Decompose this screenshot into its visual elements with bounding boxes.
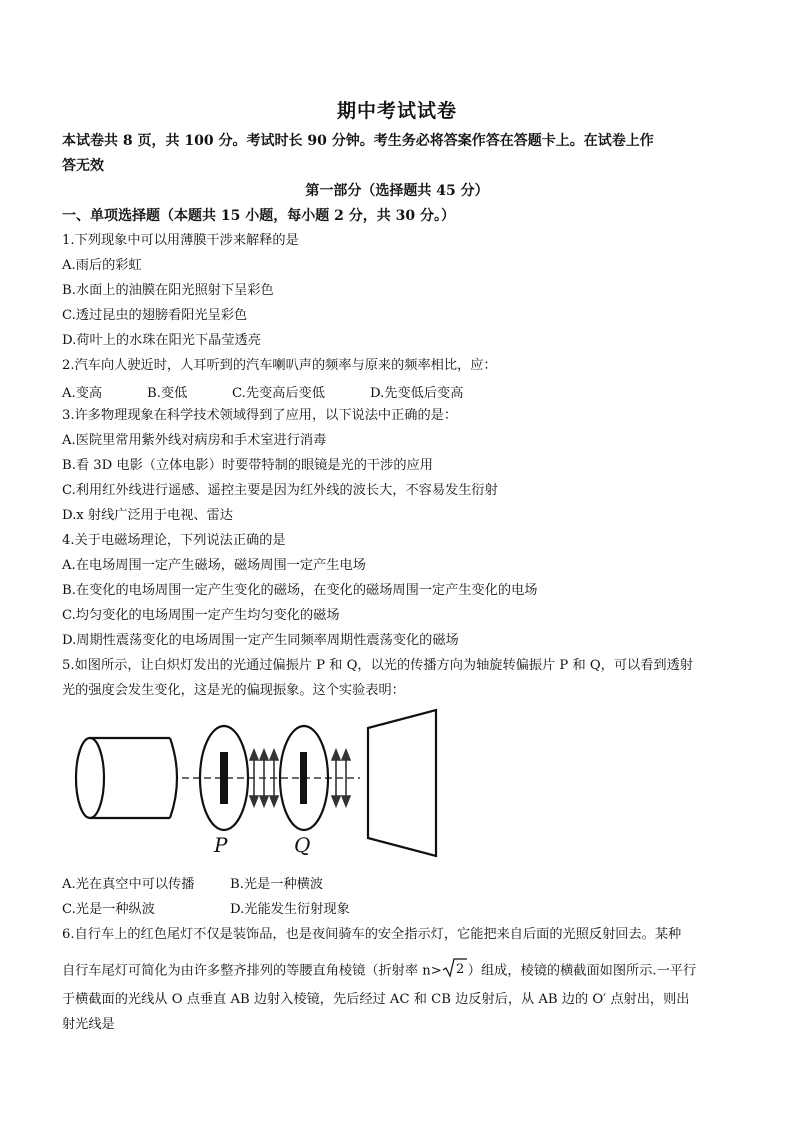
q5-option-d: D.光能发生衍射现象	[230, 902, 350, 917]
q5-option-b: B.光是一种横波	[230, 877, 324, 892]
q5-option-a: A.光在真空中可以传播	[62, 877, 195, 892]
q4-stem: 4.关于电磁场理论，下列说法正确的是	[62, 533, 286, 548]
screen	[368, 710, 436, 856]
section1-heading: 一、单项选择题（本题共 15 小题，每小题 2 分，共 30 分。）	[62, 208, 455, 224]
q2-option-b: B.变低	[147, 386, 188, 401]
q3-stem: 3.许多物理现象在科学技术领域得到了应用，以下说法中正确的是：	[62, 408, 458, 423]
sqrt-symbol	[442, 958, 468, 984]
q1-option-d: D.荷叶上的水珠在阳光下晶莹透亮	[62, 333, 261, 348]
q3-option-a: A.医院里常用紫外线对病房和手术室进行消毒	[62, 433, 327, 448]
lamp-cylinder	[76, 738, 177, 818]
page-title: 期中考试试卷	[336, 100, 457, 122]
q3-option-b: B.看 3D 电影（立体电影）时要带特制的眼镜是光的干涉的应用	[62, 458, 433, 473]
label-q: Q	[294, 833, 311, 857]
polarizer-figure	[62, 706, 440, 866]
q4-option-c: C.均匀变化的电场周围一定产生均匀变化的磁场	[62, 608, 340, 623]
q1-stem: 1.下列现象中可以用薄膜干涉来解释的是	[62, 233, 299, 248]
q4-option-b: B.在变化的电场周围一定产生变化的磁场，在变化的磁场周围一定产生变化的电场	[62, 583, 538, 598]
q1-option-b: B.水面上的油膜在阳光照射下呈彩色	[62, 283, 274, 298]
q2-option-d: D.先变低后变高	[370, 386, 464, 401]
q6-line-1: 6.自行车上的红色尾灯不仅是装饰品，也是夜间骑车的安全指示灯，它能把来自后面的光照反射回去。某种	[62, 927, 682, 942]
q6-line-2a: 自行车尾灯可简化为由许多整齐排列的等腰直角棱镜（折射率 n>	[62, 963, 442, 979]
intro-line-2: 答无效	[62, 158, 104, 174]
sqrt-argument: 2	[455, 962, 465, 977]
label-p: P	[214, 833, 228, 857]
q4-option-d: D.周期性震荡变化的电场周围一定产生同频率周期性震荡变化的磁场	[62, 633, 459, 648]
q6-line-2b: ）组成，棱镜的横截面如图所示.一平行	[467, 963, 697, 979]
q2-stem: 2.汽车向人驶近时，人耳听到的汽车喇叭声的频率与原来的频率相比，应：	[62, 358, 497, 373]
q3-option-d: D.x 射线广泛用于电视、雷达	[62, 508, 233, 523]
q6-line-3: 于横截面的光线从 O 点垂直 AB 边射入棱镜，先后经过 AC 和 CB 边反射后，从 AB 边的 O′ 点射出，则出	[62, 992, 690, 1007]
q5-option-c: C.光是一种纵波	[62, 902, 155, 917]
part1-heading: 第一部分（选择题共 45 分）	[305, 183, 489, 199]
q6-line-4: 射光线是	[62, 1017, 115, 1032]
q1-option-a: A.雨后的彩虹	[62, 258, 142, 273]
q5-stem-line-1: 5.如图所示，让白炽灯发出的光通过偏振片 P 和 Q，以光的传播方向为轴旋转偏振片 P 和 Q，可以看到透射	[62, 658, 693, 673]
polarization-arrows-pq	[250, 750, 278, 806]
q2-option-c: C.先变高后变低	[232, 386, 325, 401]
q3-option-c: C.利用红外线进行遥感、遥控主要是因为红外线的波长大，不容易发生衍射	[62, 483, 498, 498]
intro-line-1: 本试卷共 8 页，共 100 分。考试时长 90 分钟。考生务必将答案作答在答题卡上。在试卷上作	[62, 133, 654, 149]
q4-option-a: A.在电场周围一定产生磁场，磁场周围一定产生电场	[62, 558, 366, 573]
q5-stem-line-2: 光的强度会发生变化，这是光的偏现振象。这个实验表明：	[62, 683, 405, 698]
q2-option-a: A.变高	[62, 386, 103, 401]
q6-line-2	[62, 958, 696, 984]
q1-option-c: C.透过昆虫的翅膀看阳光呈彩色	[62, 308, 248, 323]
